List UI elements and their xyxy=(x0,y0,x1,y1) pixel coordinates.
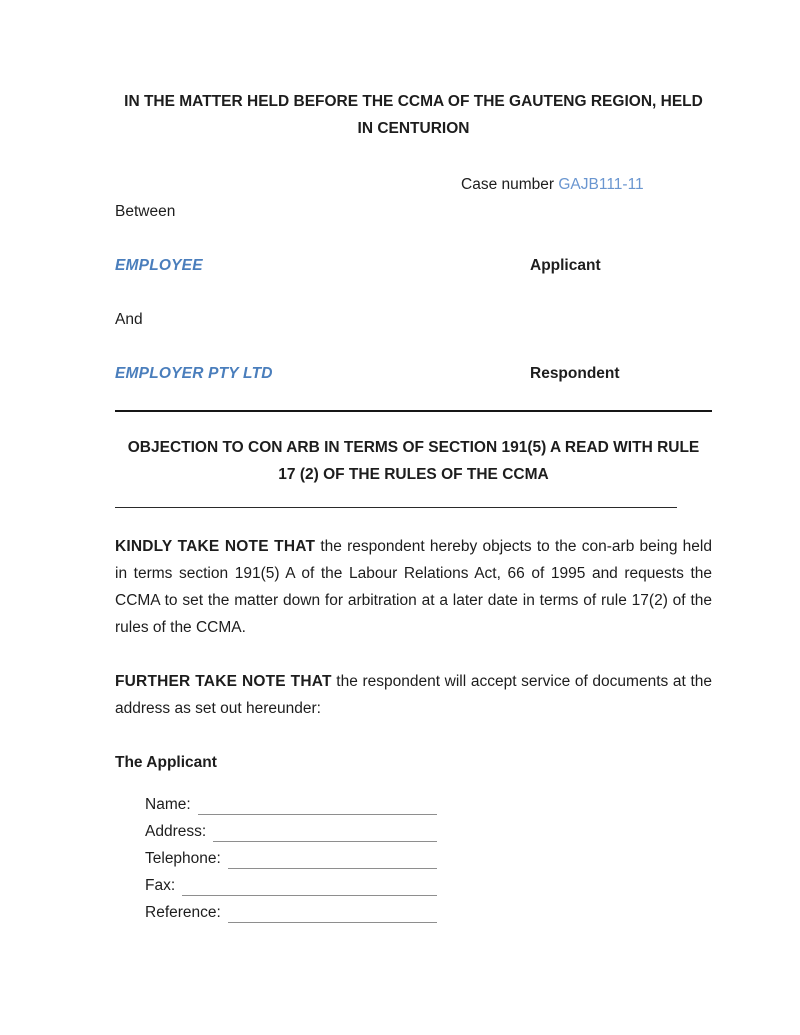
field-row-name xyxy=(145,791,437,818)
matter-title-line-1: IN THE MATTER HELD BEFORE THE CCMA OF THE GAUTENG REGION, HELD xyxy=(124,93,703,110)
paragraph-body-objection: the respondent hereby objects to the con-arb being held in terms section 191(5) A of the Labour Relations Act, 66 of 1995 and requests the CCMA to set the matter down for arbitration at a later date in terms of rule 17(2) of the rules of the CCMA. xyxy=(115,538,712,636)
applicant-name: EMPLOYEE xyxy=(115,257,203,274)
case-number-value: GAJB111-11 xyxy=(558,176,644,193)
matter-title xyxy=(115,88,712,142)
case-number-label: Case number xyxy=(461,176,555,193)
field-row-telephone xyxy=(145,845,437,872)
conjunction-label: And xyxy=(115,311,143,328)
paragraph-lead-kindly: KINDLY TAKE NOTE THAT xyxy=(115,538,316,555)
field-row-address xyxy=(145,818,437,845)
paragraph-body-service: the respondent will accept service of documents at the address as set out hereunder: xyxy=(115,673,713,717)
reference-field-blank-line[interactable] xyxy=(228,899,437,923)
applicant-role-label: Applicant xyxy=(530,257,601,274)
reference-field-label: Reference: xyxy=(145,904,221,921)
applicant-party-row xyxy=(115,252,712,279)
respondent-party-row xyxy=(115,360,712,387)
applicant-details-fields xyxy=(145,791,712,926)
paragraph-lead-further: FURTHER TAKE NOTE THAT xyxy=(115,673,332,690)
field-row-fax xyxy=(145,872,437,899)
fax-field-blank-line[interactable] xyxy=(182,872,437,896)
between-label: Between xyxy=(115,203,176,220)
notice-paragraph-service xyxy=(115,668,712,722)
address-field-label: Address: xyxy=(145,823,207,840)
address-field-blank-line[interactable] xyxy=(213,818,437,842)
matter-title-line-2: IN CENTURION xyxy=(357,120,470,137)
telephone-field-blank-line[interactable] xyxy=(228,845,437,869)
field-row-reference xyxy=(145,899,437,926)
applicant-details-heading: The Applicant xyxy=(115,754,217,771)
subject-heading xyxy=(115,434,712,488)
name-field-label: Name: xyxy=(145,796,191,813)
case-number-line xyxy=(461,171,712,198)
notice-paragraph-objection xyxy=(115,533,712,641)
telephone-field-label: Telephone: xyxy=(145,850,221,867)
subject-heading-line-1: OBJECTION TO CON ARB IN TERMS OF SECTION 191(5) A READ WITH RULE xyxy=(127,439,700,456)
divider-thin-rule xyxy=(115,507,677,508)
respondent-role-label: Respondent xyxy=(530,365,620,382)
subject-heading-line-2: 17 (2) OF THE RULES OF THE CCMA xyxy=(278,466,549,483)
divider-thick-rule xyxy=(115,410,712,412)
name-field-blank-line[interactable] xyxy=(198,791,437,815)
respondent-name: EMPLOYER PTY LTD xyxy=(115,365,273,382)
fax-field-label: Fax: xyxy=(145,877,176,894)
